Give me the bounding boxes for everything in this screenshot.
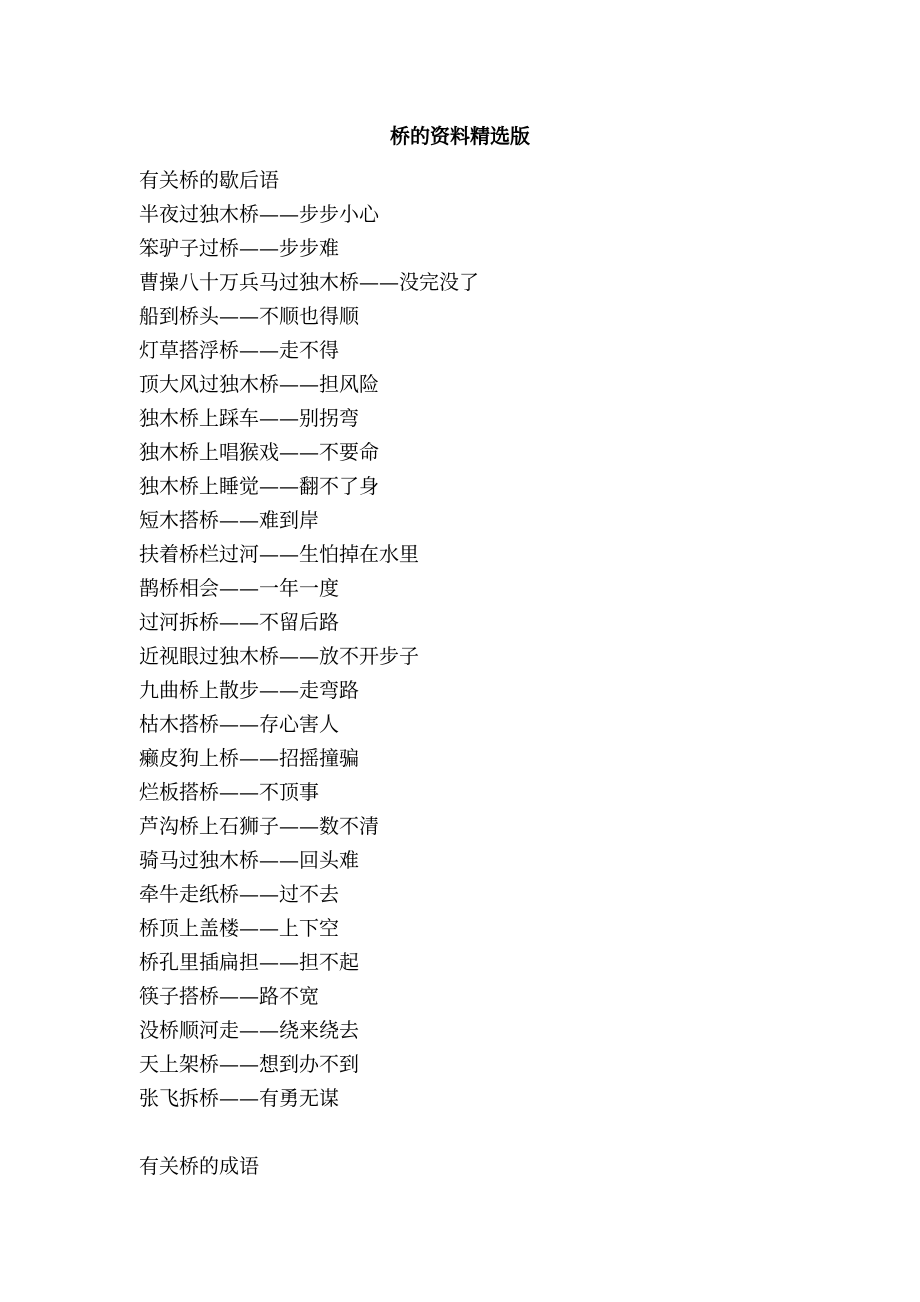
section-chengyu <box>139 1149 839 1183</box>
list-item: 过河拆桥——不留后路 <box>139 610 339 634</box>
list-item: 独木桥上唱猴戏——不要命 <box>139 440 379 464</box>
section-heading: 有关桥的成语 <box>139 1154 259 1178</box>
list-item: 鹊桥相会——一年一度 <box>139 576 339 600</box>
list-item: 枯木搭桥——存心害人 <box>139 712 339 736</box>
list-item: 天上架桥——想到办不到 <box>139 1052 359 1076</box>
list-item: 独木桥上踩车——别拐弯 <box>139 406 359 430</box>
list-item: 筷子搭桥——路不宽 <box>139 984 319 1008</box>
list-item: 九曲桥上散步——走弯路 <box>139 678 359 702</box>
document-title: 桥的资料精选版 <box>390 124 530 148</box>
list-item: 扶着桥栏过河——生怕掉在水里 <box>139 542 419 566</box>
list-item: 桥顶上盖楼——上下空 <box>139 916 339 940</box>
list-item: 骑马过独木桥——回头难 <box>139 848 359 872</box>
list-item: 芦沟桥上石狮子——数不清 <box>139 814 379 838</box>
list-item: 没桥顺河走——绕来绕去 <box>139 1018 359 1042</box>
list-item: 笨驴子过桥——步步难 <box>139 236 339 260</box>
list-item: 灯草搭浮桥——走不得 <box>139 338 339 362</box>
list-item: 近视眼过独木桥——放不开步子 <box>139 644 419 668</box>
list-item: 顶大风过独木桥——担风险 <box>139 372 379 396</box>
list-item: 牵牛走纸桥——过不去 <box>139 882 339 906</box>
section-heading: 有关桥的歇后语 <box>139 168 279 192</box>
list-item: 烂板搭桥——不顶事 <box>139 780 319 804</box>
list-item: 张飞拆桥——有勇无谋 <box>139 1086 339 1110</box>
section-xiehouyu <box>139 163 839 1115</box>
list-item: 曹操八十万兵马过独木桥——没完没了 <box>139 270 479 294</box>
list-item: 独木桥上睡觉——翻不了身 <box>139 474 379 498</box>
list-item: 癞皮狗上桥——招摇撞骗 <box>139 746 359 770</box>
list-item: 半夜过独木桥——步步小心 <box>139 202 379 226</box>
list-item: 桥孔里插扁担——担不起 <box>139 950 359 974</box>
list-item: 短木搭桥——难到岸 <box>139 508 319 532</box>
list-item: 船到桥头——不顺也得顺 <box>139 304 359 328</box>
